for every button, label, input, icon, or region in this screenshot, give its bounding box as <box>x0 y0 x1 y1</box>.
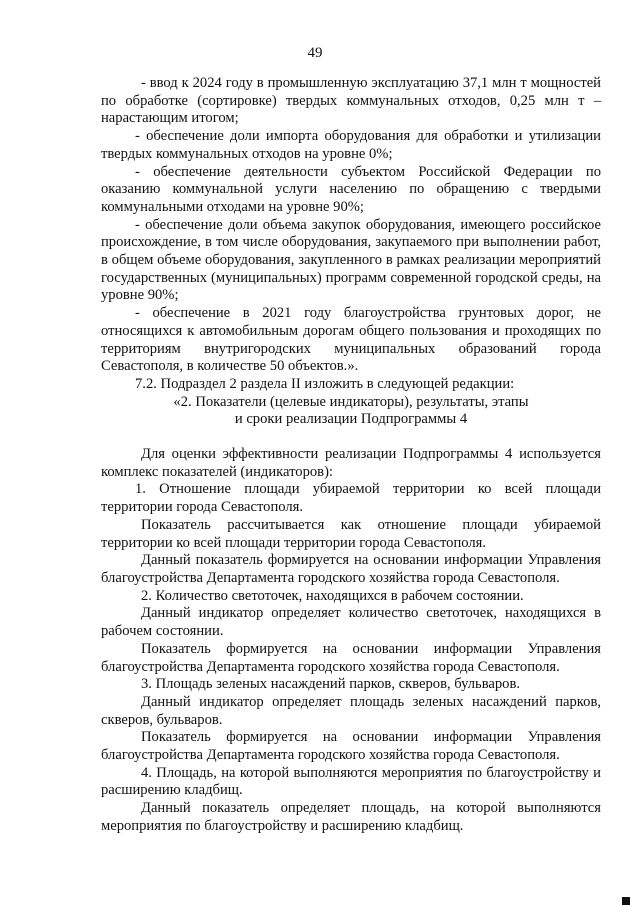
indicator-4-title: 4. Площадь, на которой выполняются мероприятия по благоустройству и расширению кладбищ. <box>101 764 601 799</box>
indicator-2-definition: Данный индикатор определяет количество светоточек, находящихся в рабочем состоянии. <box>101 605 601 640</box>
list-item-waste-service: - обеспечение деятельности субъектом Российской Федерации по оказанию коммунальной услуги населению по обращению с твердыми коммунальными отходами на уровне 90%; <box>101 163 601 215</box>
page-number: 49 <box>307 45 323 61</box>
indicator-1-calculation: Показатель рассчитывается как отношение площади убираемой территории ко всей площади территории города Севастополя. <box>101 516 601 551</box>
section-heading-line-1: «2. Показатели (целевые индикаторы), результаты, этапы <box>173 393 529 410</box>
indicator-3-definition: Данный индикатор определяет площадь зеленых насаждений парков, скверов, бульваров. <box>101 693 601 728</box>
spacer <box>101 429 601 446</box>
indicator-3-source: Показатель формируется на основании информации Управления благоустройства Департамента городского хозяйства города Севастополя. <box>101 729 601 764</box>
indicator-3-title: 3. Площадь зеленых насаждений парков, скверов, бульваров. <box>141 676 521 693</box>
list-item-import-share: - обеспечение доли импорта оборудования для обработки и утилизации твердых коммунальных отходов на уровне 0%; <box>101 128 601 162</box>
list-item-russian-equipment: - обеспечение доли объема закупок оборудования, имеющего российское происхождение, в том числе оборудования, закупаемого при выполнении работ, в общем объеме оборудования, закупленного в рамках реализации мероприятий государственных (муниципальных) программ современной городской среды, на уровне 90%; <box>101 216 601 304</box>
indicator-2-source: Показатель формируется на основании информации Управления благоустройства Департамента городского хозяйства города Севастополя. <box>101 640 601 675</box>
list-item-dirt-roads: - обеспечение в 2021 году благоустройства грунтовых дорог, не относящихся к автомобильным дорогам общего пользования и проходящих по территориям внутригородских муниципальных образований города Севастополя, в количестве 50 объектов.». <box>101 305 601 375</box>
scan-edge-mark <box>622 897 630 905</box>
section-heading-line-2: и сроки реализации Подпрограммы 4 <box>234 411 468 428</box>
indicator-4-definition: Данный показатель определяет площадь, на которой выполняются мероприятия по благоустройству и расширению кладбищ. <box>101 800 601 834</box>
section-heading <box>101 394 601 429</box>
indicator-1-title: 1. Отношение площади убираемой территории ко всей площади территории города Севастополя. <box>101 481 601 516</box>
document-body <box>101 75 601 836</box>
indicator-2-title: 2. Количество светоточек, находящихся в рабочем состоянии. <box>141 587 524 604</box>
amendment-paragraph: 7.2. Подраздел 2 раздела II изложить в следующей редакции: <box>135 375 515 392</box>
list-item-commissioning: - ввод к 2024 году в промышленную эксплуатацию 37,1 млн т мощностей по обработке (сортировке) твердых коммунальных отходов, 0,25 млн т – нарастающим итогом; <box>101 75 601 127</box>
indicator-1-source: Данный показатель формируется на основании информации Управления благоустройства Департамента городского хозяйства города Севастополя. <box>101 552 601 586</box>
intro-paragraph: Для оценки эффективности реализации Подпрограммы 4 используется комплекс показателей (индикаторов): <box>101 446 601 480</box>
